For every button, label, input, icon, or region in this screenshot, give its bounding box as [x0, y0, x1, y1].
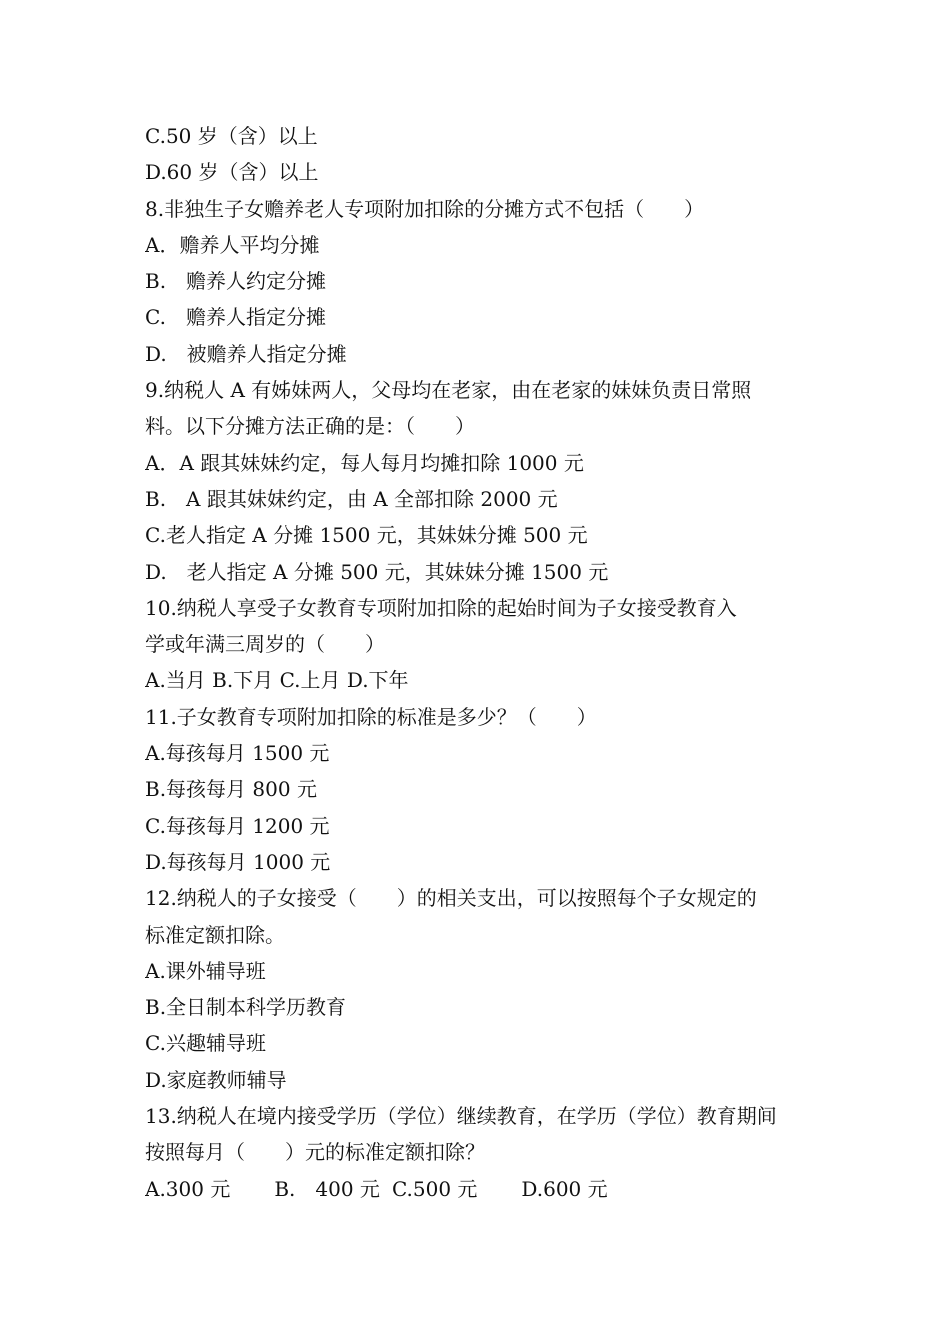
option-c-q9: C.老人指定 A 分摊 1500 元，其妹妹分摊 500 元	[145, 523, 588, 548]
option-a-q8: A．赡养人平均分摊	[145, 232, 320, 257]
option-d-q11: D.每孩每月 1000 元	[145, 849, 331, 874]
question-13-line-2: 按照每月（ ）元的标准定额扣除？	[145, 1140, 485, 1165]
option-a-q13: A.300 元	[145, 1176, 231, 1201]
question-13-line-1: 13.纳税人在境内接受学历（学位）继续教育，在学历（学位）教育期间	[145, 1104, 777, 1129]
option-b-q13: B. 400 元	[274, 1176, 380, 1201]
option-b-q11: B.每孩每月 800 元	[145, 777, 317, 802]
option-c-q8: C. 赡养人指定分摊	[145, 305, 326, 330]
question-9-line-1: 9.纳税人 A 有姊妹两人，父母均在老家，由在老家的妹妹负责日常照	[145, 378, 752, 403]
question-12-line-2: 标准定额扣除。	[145, 922, 285, 947]
option-c-q7: C.50 岁（含）以上	[145, 124, 318, 148]
option-d-q8: D. 被赡养人指定分摊	[145, 341, 347, 366]
option-b-q9: B. A 跟其妹妹约定，由 A 全部扣除 2000 元	[145, 486, 558, 511]
question-11: 11.子女教育专项附加扣除的标准是多少？（ ）	[145, 704, 597, 729]
option-d-q13: D.600 元	[521, 1176, 608, 1201]
document-body	[145, 118, 815, 1207]
question-8: 8.非独生子女赡养老人专项附加扣除的分摊方式不包括（ ）	[145, 196, 705, 221]
option-a-q9: A．A 跟其妹妹约定，每人每月均摊扣除 1000 元	[145, 450, 584, 475]
option-a-q11: A.每孩每月 1500 元	[145, 741, 330, 766]
option-d-q12: D.家庭教师辅导	[145, 1067, 287, 1092]
question-9-line-2: 料。以下分摊方法正确的是：（ ）	[145, 414, 475, 439]
question-10-line-2: 学或年满三周岁的（ ）	[145, 632, 385, 657]
option-c-q13: C.500 元	[391, 1176, 478, 1201]
question-12-line-1: 12.纳税人的子女接受（ ）的相关支出，可以按照每个子女规定的	[145, 886, 757, 911]
option-b-q8: B. 赡养人约定分摊	[145, 269, 327, 294]
option-d-q9: D. 老人指定 A 分摊 500 元，其妹妹分摊 1500 元	[145, 559, 609, 584]
option-c-q12: C.兴趣辅导班	[145, 1031, 266, 1056]
option-b-q12: B.全日制本科学历教育	[145, 995, 347, 1020]
option-a-q12: A.课外辅导班	[145, 958, 266, 983]
options-q10: A.当月 B.下月 C.上月 D.下年	[145, 668, 409, 693]
option-c-q11: C.每孩每月 1200 元	[145, 813, 330, 838]
question-10-line-1: 10.纳税人享受子女教育专项附加扣除的起始时间为子女接受教育入	[145, 595, 737, 620]
options-q13	[145, 1171, 815, 1207]
option-d-q7: D.60 岁（含）以上	[145, 160, 319, 185]
